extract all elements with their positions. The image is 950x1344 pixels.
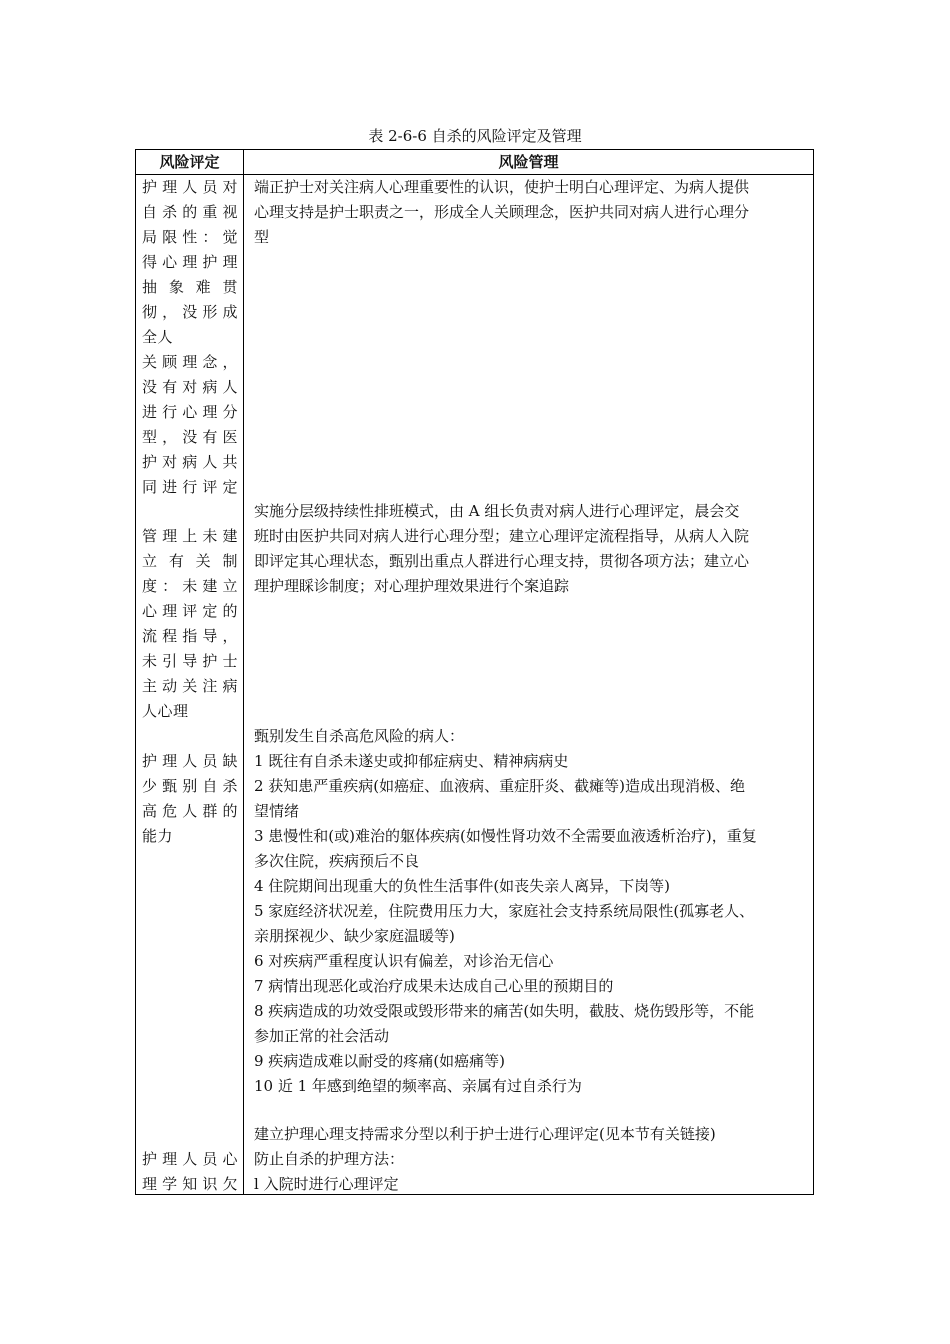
management-cell-4 [254, 1122, 810, 1197]
risk-text-line: 全人 [142, 328, 174, 346]
risk-text-line: 管理上未建 [142, 527, 238, 545]
management-text-line: 6 对疾病严重程度认识有偏差，对诊治无信心 [254, 952, 554, 970]
risk-text-line: 关顾理念， [142, 353, 238, 371]
management-text-line: 2 获知患严重疾病(如癌症、血液病、重症肝炎、截瘫等)造成出现消极、绝 [254, 777, 746, 795]
risk-text-line: 护理人员心 [142, 1150, 238, 1168]
risk-text-line: 主动关注病 [142, 677, 238, 695]
risk-text-line: 未引导护士 [142, 652, 238, 670]
management-text-line: 即评定其心理状态，甄别出重点人群进行心理支持，贯彻各项方法；建立心 [254, 552, 750, 570]
risk-text-line: 心理评定的 [142, 602, 238, 620]
management-text-line: 实施分层级持续性排班模式，由 A 组长负责对病人进行心理评定，晨会交 [254, 502, 740, 520]
risk-text-line: 护理人员缺 [142, 752, 238, 770]
risk-text-line: 护对病人共 [142, 453, 238, 471]
risk-text-line: 流程指导， [142, 627, 238, 645]
management-text-line: 望情绪 [254, 802, 300, 820]
risk-text-line: 同进行评定 [142, 478, 238, 496]
management-cell-1 [254, 175, 810, 250]
risk-text-line: 进行心理分 [142, 403, 238, 421]
table-caption: 表 2-6-6 自杀的风险评定及管理 [368, 127, 582, 145]
management-cell-3 [254, 724, 810, 1099]
risk-text-line: 局限性：觉 [142, 228, 238, 246]
management-text-line: 班时由医护共同对病人进行心理分型；建立心理评定流程指导，从病人入院 [254, 527, 750, 545]
header-risk-assessment: 风险评定 [159, 153, 220, 171]
management-text-line: 防止自杀的护理方法： [254, 1150, 405, 1168]
risk-text-line: 人心理 [142, 702, 189, 720]
management-text-line: 8 疾病造成的功效受限或毁形带来的痛苦(如失明，截肢、烧伤毁彤等，不能 [254, 1002, 755, 1020]
risk-text-line: 自杀的重视 [142, 203, 238, 221]
management-text-line: 7 病情出现恶化或治疗成果未达成自己心里的预期目的 [254, 977, 614, 995]
risk-management-table [135, 149, 814, 1195]
management-text-line: 心理支持是护士职责之一，形成全人关顾理念，医护共同对病人进行心理分 [254, 203, 750, 221]
management-text-line: 5 家庭经济状况差，住院费用压力大，家庭社会支持系统局限性(孤寡老人、 [254, 902, 755, 920]
management-text-line: 参加正常的社会活动 [254, 1027, 390, 1045]
risk-text-line: 彻，没形成 [142, 303, 238, 321]
management-text-line: 10 近 1 年感到绝望的频率高、亲属有过自杀行为 [254, 1077, 582, 1095]
risk-cell-1 [142, 175, 238, 500]
risk-text-line: 没有对病人 [142, 378, 238, 396]
risk-text-line: 度：未建立 [142, 577, 238, 595]
risk-cell-2 [142, 524, 238, 724]
risk-text-line: 立 有 关 制 [142, 552, 238, 570]
management-text-line: l 入院时进行心理评定 [254, 1175, 399, 1193]
risk-cell-3 [142, 749, 238, 849]
risk-text-line: 能力 [142, 827, 174, 845]
management-cell-2 [254, 499, 810, 599]
management-text-line: 4 住院期间出现重大的负性生活事件(如丧失亲人离异，下岗等) [254, 877, 671, 895]
risk-text-line: 型，没有医 [142, 428, 238, 446]
risk-text-line: 护理人员对 [142, 178, 238, 196]
header-risk-management: 风险管理 [498, 153, 559, 171]
column-divider [243, 150, 244, 1194]
management-text-line: 建立护理心理支持需求分型以利于护士进行心理评定(见本节有关链接) [254, 1125, 716, 1143]
management-text-line: 型 [254, 228, 270, 246]
management-text-line: 甄别发生自杀高危风险的病人： [254, 727, 465, 745]
management-text-line: 多次住院，疾病预后不良 [254, 852, 420, 870]
risk-text-line: 抽 象 难 贯 [142, 278, 238, 296]
risk-text-line: 理学知识欠 [142, 1175, 238, 1193]
risk-cell-4 [142, 1147, 238, 1197]
management-text-line: 亲朋探视少、缺少家庭温暖等) [254, 927, 455, 945]
risk-text-line: 得心理护理 [142, 253, 238, 271]
risk-text-line: 少甄别自杀 [142, 777, 238, 795]
management-text-line: 理护理睬诊制度；对心理护理效果进行个案追踪 [254, 577, 570, 595]
management-text-line: 9 疾病造成难以耐受的疼痛(如癌痛等) [254, 1052, 506, 1070]
management-text-line: 3 患慢性和(或)难治的躯体疾病(如慢性肾功效不全需要血液透析治疗)，重复 [254, 827, 757, 845]
management-text-line: 1 既往有自杀未遂史或抑郁症病史、精神病病史 [254, 752, 569, 770]
risk-text-line: 高危人群的 [142, 802, 238, 820]
management-text-line: 端正护士对关注病人心理重要性的认识，使护士明白心理评定、为病人提供 [254, 178, 750, 196]
